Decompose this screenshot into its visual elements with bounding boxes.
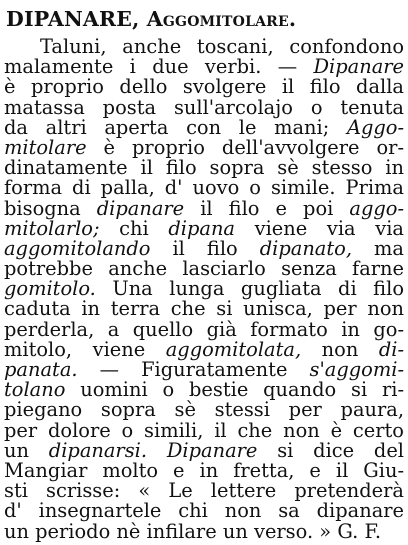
italic-term: Dipanare <box>166 438 258 462</box>
entry-headword: DIPANARE, <box>6 7 140 31</box>
text-segment: matassa posta sull'arcolajo o tenuta <box>4 95 404 119</box>
italic-term: dipanato, <box>259 236 353 260</box>
text-segment: non <box>301 337 379 361</box>
text-segment: potrebbe anche lasciarlo senza farne <box>4 257 404 281</box>
italic-term: di- <box>378 337 404 361</box>
text-segment: un <box>4 438 49 462</box>
text-line <box>4 37 404 57</box>
entry-body <box>4 37 404 542</box>
text-line <box>4 337 404 361</box>
text-segment: perderla, a quello già formato in go- <box>4 317 404 341</box>
italic-term: aggomitolata, <box>165 337 302 361</box>
text-line <box>4 380 404 400</box>
italic-term: panata. <box>4 358 78 381</box>
entry-heading <box>6 7 296 31</box>
text-segment: il filo <box>150 236 260 260</box>
text-segment: malamente i due verbi. — <box>4 55 314 79</box>
italic-term: dipana <box>168 216 235 240</box>
text-segment: mitolo, viene <box>4 337 166 361</box>
text-line <box>4 57 404 77</box>
text-line <box>4 236 404 260</box>
text-line <box>4 115 404 139</box>
text-line <box>4 158 404 178</box>
text-segment: caduta in terra che si unisca, per non <box>4 297 404 321</box>
text-segment: Taluni, anche toscani, confondono <box>40 35 404 58</box>
italic-term: dipanare <box>96 196 185 220</box>
text-segment: si dice del <box>257 438 405 462</box>
text-segment: per dolore o simili, il che non è certo <box>4 418 404 442</box>
entry-subheadword: Aggomitolare. <box>146 7 297 31</box>
italic-term: mitolarlo; <box>4 216 100 240</box>
italic-term: aggomitolando <box>4 236 151 260</box>
text-segment: da altri aperta con le mani; <box>4 115 347 139</box>
text-line <box>4 299 404 319</box>
text-line <box>4 400 404 420</box>
italic-term: Aggo- <box>346 115 404 139</box>
text-line <box>4 438 405 462</box>
italic-term: aggo- <box>349 196 405 220</box>
text-line <box>4 317 404 341</box>
text-segment: un periodo nè infilare un verso. » G. F. <box>4 519 382 543</box>
text-line <box>4 196 405 220</box>
text-line <box>4 458 404 482</box>
text-line <box>4 259 404 279</box>
italic-term: tolano <box>4 378 66 402</box>
text-line <box>4 135 404 159</box>
text-segment: viene via via <box>235 216 404 240</box>
text-line <box>4 360 404 380</box>
text-line <box>4 501 404 521</box>
text-segment: Mangiar molto e in fretta, e il Giu- <box>4 458 404 482</box>
italic-term: s'aggomi- <box>309 358 404 381</box>
text-segment: piegano sopra sè stessi per paura, <box>4 398 404 422</box>
text-line <box>4 279 404 299</box>
text-segment: forma di palla, d' uovo o simile. Prima <box>4 176 404 200</box>
text-segment: uomini o bestie quando si ri- <box>65 378 404 402</box>
text-segment: dinatamente il filo sopra sè stesso in <box>4 156 404 180</box>
text-line <box>4 216 404 240</box>
text-line <box>4 519 404 543</box>
text-line <box>4 178 404 198</box>
text-segment: il filo e poi <box>184 196 350 220</box>
text-segment: d' insegnartele chi non sa dipanare <box>4 499 404 523</box>
text-segment: chi <box>99 216 169 240</box>
text-segment: Una lunga gugliata di filo <box>95 277 404 301</box>
italic-term: Dipanare <box>313 55 404 79</box>
italic-term: mitolare <box>4 135 87 159</box>
text-segment: è proprio dello svolgere il filo dalla <box>4 75 404 99</box>
italic-term: dipanarsi. <box>48 438 148 462</box>
text-segment: sti scrisse: « Le lettere pretenderà <box>4 479 404 503</box>
text-segment: — Figuratamente <box>77 358 310 381</box>
text-segment: bisogna <box>4 196 97 220</box>
text-segment: ma <box>352 236 404 260</box>
text-line <box>4 95 404 119</box>
italic-term: gomitolo. <box>4 277 96 301</box>
text-line <box>4 418 404 442</box>
text-line <box>4 481 404 501</box>
text-line <box>4 77 404 97</box>
text-segment: è proprio dell'avvolgere or- <box>86 135 404 159</box>
